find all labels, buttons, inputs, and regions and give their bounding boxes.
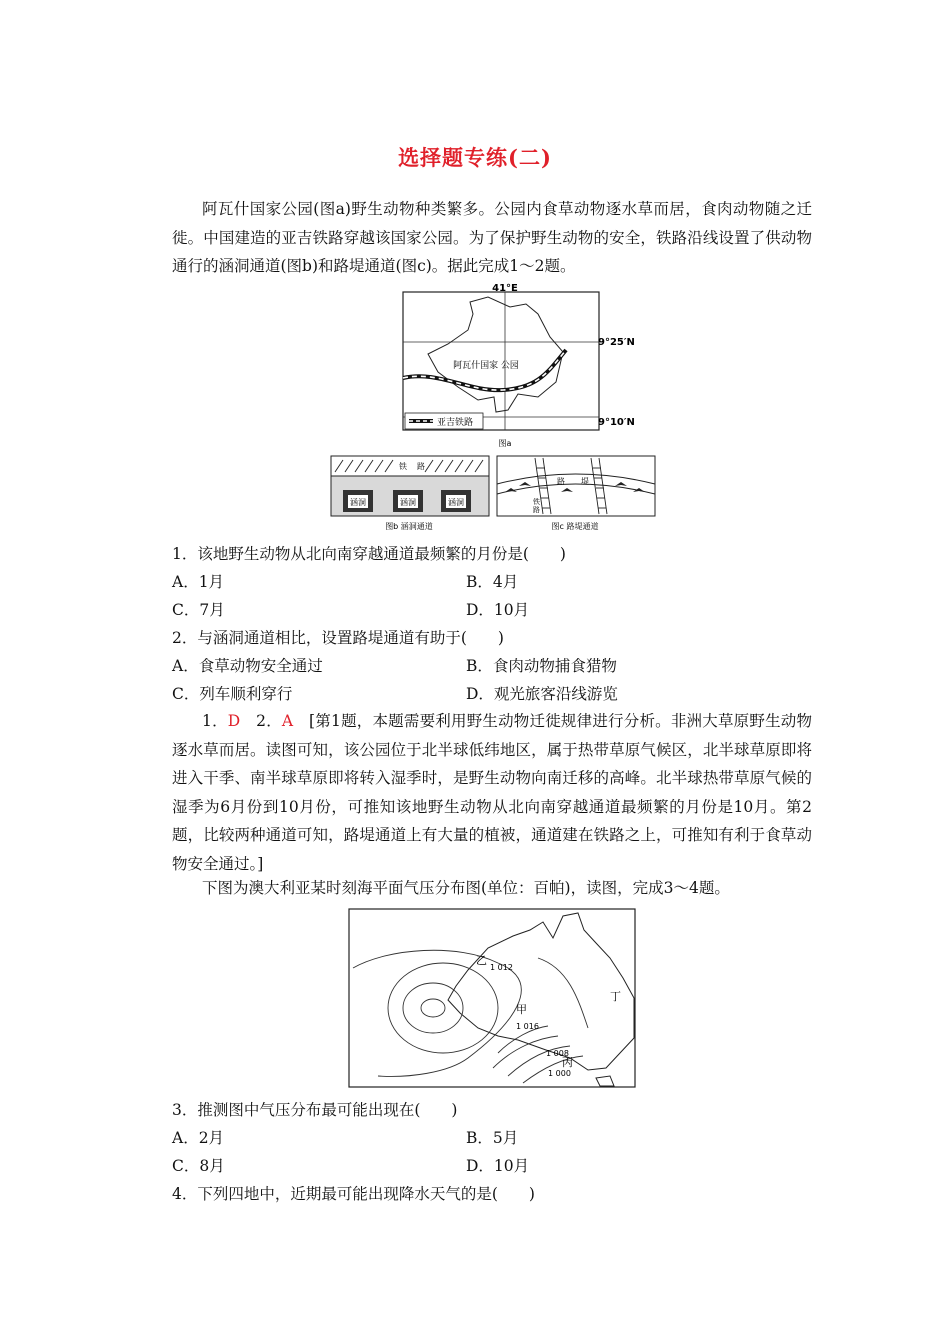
q2-option-b: B．食肉动物捕食猎物 (466, 657, 617, 675)
q3-option-a: A．2月 (172, 1129, 225, 1147)
intro-paragraph-2: 下图为澳大利亚某时刻海平面气压分布图(单位：百帕)，读图，完成3～4题。 (202, 879, 730, 897)
legend-label: 亚吉铁路 (437, 418, 474, 428)
embankment-rail-label: 铁 (533, 498, 540, 506)
answer-1: D (227, 712, 241, 730)
australia-pressure-map (348, 908, 636, 1088)
isobar-label-1012: 1 012 (490, 963, 513, 972)
culvert-rail-label: 铁 (399, 462, 407, 471)
longitude-label: 41°E (492, 283, 518, 294)
isobar-label-1000: 1 000 (548, 1069, 571, 1078)
park-label: 阿瓦什国家 公园 (453, 361, 519, 371)
figure-a-park-map (398, 282, 648, 452)
map-frame (349, 909, 635, 1087)
label-yi: 乙 (476, 954, 487, 967)
svg-text:涵洞: 涵洞 (448, 498, 464, 507)
answer-explanation: 1．D 2．A [第1题，本题需要利用野生动物迁徙规律进行分析。非洲大草原野生动物逐水草而居。读图可知，该公园位于北半球低纬地区，属于热带草原气候区，北半球草原即将进入干季、南半球草原即将转入湿季时，是野生动物向南迁移的高峰。北半球热带草原气候的湿季为6月份到10月份，可推知该地野生动物从北向南穿越通道最频繁的月份是10月。第2题，比较两种通道可知，路堤通道上有大量的植被，通道建在铁路之上，可推知有利于食草动物安全通过。] (172, 712, 812, 873)
answer-2: A (281, 712, 294, 730)
latitude-label-top: 9°25′N (598, 337, 635, 348)
figure-c-caption: 图c 路堤通道 (551, 522, 599, 531)
intro-paragraph-1: 阿瓦什国家公园(图a)野生动物种类繁多。公园内食草动物逐水草而居，食肉动物随之迁徙。中国建造的亚吉铁路穿越该国家公园。为了保护野生动物的安全，铁路沿线设置了供动物通行的涵洞通道(图b)和路堤通道(图c)。据此完成1～2题。 (172, 200, 812, 275)
isobar-label-1008: 1 008 (546, 1049, 569, 1058)
q2-option-d: D．观光旅客沿线游览 (466, 685, 618, 703)
culvert-road-label: 路 (417, 462, 425, 471)
q1-option-c: C．7月 (172, 601, 225, 619)
svg-text:路: 路 (533, 506, 540, 514)
figure-b-culvert-channel (329, 454, 493, 534)
page-title: 选择题专练(二) (398, 145, 552, 170)
q1-option-b: B．4月 (466, 573, 519, 591)
q2-stem: 2．与涵洞通道相比，设置路堤通道有助于( ) (172, 629, 504, 647)
label-jia: 甲 (516, 1003, 527, 1016)
q1-stem: 1．该地野生动物从北向南穿越通道最频繁的月份是( ) (172, 545, 566, 563)
q4-stem: 4．下列四地中，近期最可能出现降水天气的是( ) (172, 1185, 535, 1203)
svg-text:涵洞: 涵洞 (400, 498, 416, 507)
svg-text:涵洞: 涵洞 (350, 498, 366, 507)
park-boundary (428, 297, 563, 412)
label-ding: 丁 (610, 990, 621, 1003)
q3-option-c: C．8月 (172, 1157, 225, 1175)
figure-a-caption: 图a (498, 439, 512, 448)
figure-c-embankment-channel (495, 454, 659, 534)
figure-b-caption: 图b 涵洞通道 (385, 522, 433, 531)
q2-option-a: A．食草动物安全通过 (172, 657, 323, 675)
q1-option-a: A．1月 (172, 573, 225, 591)
q3-option-d: D．10月 (466, 1157, 530, 1175)
q1-option-d: D．10月 (466, 601, 530, 619)
explanation-text: [第1题，本题需要利用野生动物迁徙规律进行分析。非洲大草原野生动物逐水草而居。读图可知，该公园位于北半球低纬地区，属于热带草原气候区，北半球草原即将进入干季、南半球草原即将转入湿季时，是野生动物向南迁移的高峰。北半球热带草原气候的湿季为6月份到10月份，可推知该地野生动物从北向南穿越通道最频繁的月份是10月。第2题，比较两种通道可知，路堤通道上有大量的植被，通道建在铁路之上，可推知有利于食草动物安全通过。] (172, 712, 812, 873)
q3-stem: 3．推测图中气压分布最可能出现在( ) (172, 1101, 458, 1119)
q2-option-c: C．列车顺利穿行 (172, 685, 293, 703)
q3-option-b: B．5月 (466, 1129, 519, 1147)
label-bing: 丙 (562, 1056, 573, 1069)
embankment-dike-label: 堤 (581, 477, 589, 486)
embankment-road-label: 路 (557, 477, 565, 486)
isobar-label-1016: 1 016 (516, 1022, 539, 1031)
latitude-label-bottom: 9°10′N (598, 417, 635, 428)
